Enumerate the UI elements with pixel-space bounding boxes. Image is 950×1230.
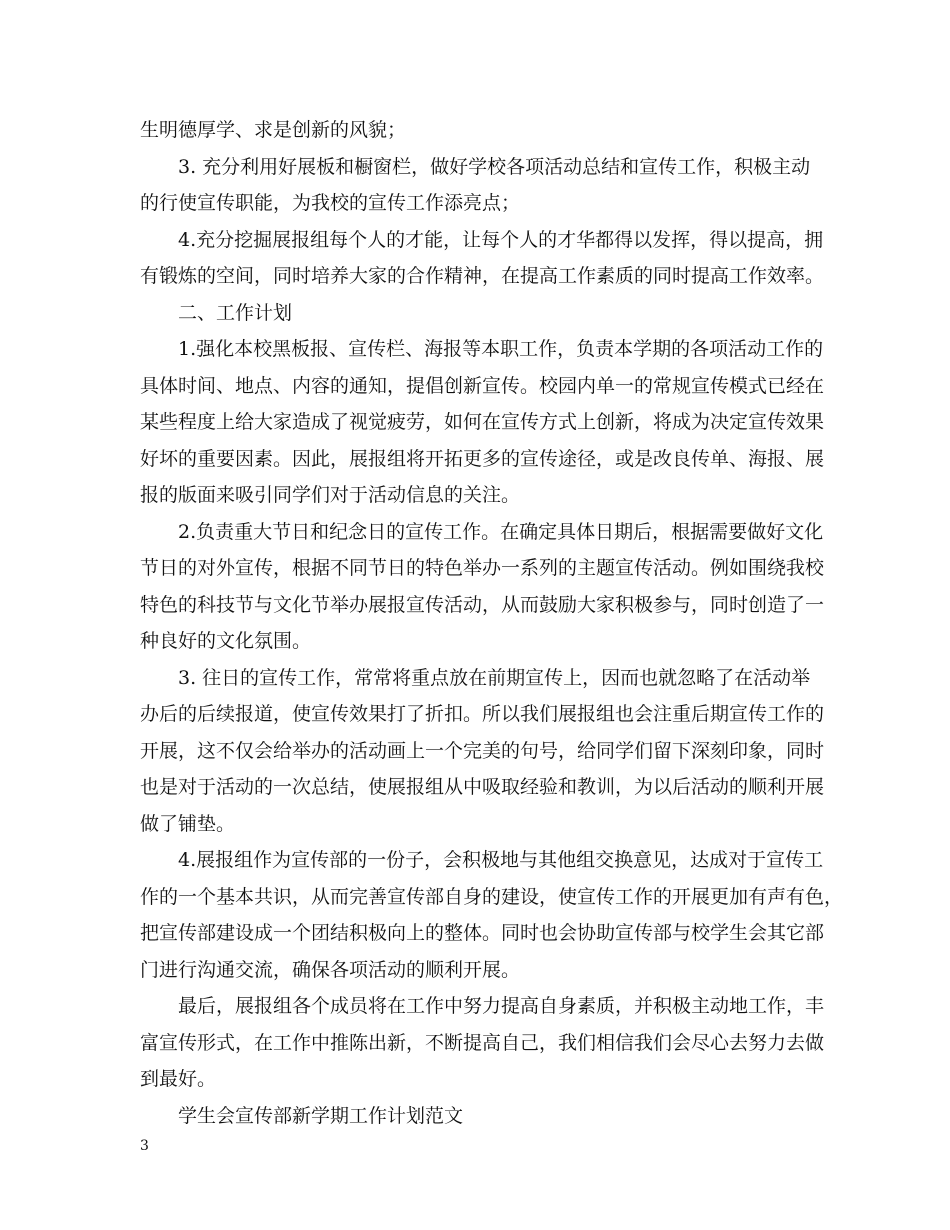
text-line: 门进行沟通交流，确保各项活动的顺利开展。 [140, 958, 521, 981]
text-line: 学生会宣传部新学期工作计划范文 [178, 1104, 464, 1127]
text-line: 3. 充分利用好展板和橱窗栏，做好学校各项活动总结和宣传工作，积极主动 [178, 155, 811, 178]
text-line: 4.充分挖掘展报组每个人的才能，让每个人的才华都得以发挥，得以提高，拥 [178, 228, 824, 251]
text-line: 把宣传部建设成一个团结积极向上的整体。同时也会协助宣传部与校学生会其它部 [140, 922, 825, 944]
text-line: 也是对于活动的一次总结，使展报组从中吸取经验和教训，为以后活动的顺利开展 [140, 776, 825, 798]
text-line: 最后，展报组各个成员将在工作中努力提高自身素质，并积极主动地工作，丰 [178, 995, 825, 1017]
text-line: 做了铺垫。 [140, 812, 236, 835]
text-line: 的行使宣传职能，为我校的宣传工作添亮点； [140, 192, 521, 214]
text-line: 2.负责重大节日和纪念日的宣传工作。在确定具体日期后，根据需要做好文化 [178, 520, 824, 543]
page-number: 3 [140, 1138, 149, 1154]
text-line: 富宣传形式，在工作中推陈出新，不断提高自己，我们相信我们会尽心去努力去做 [140, 1031, 825, 1054]
document-body [140, 112, 844, 1134]
text-line: 二、工作计划 [178, 301, 293, 324]
text-line: 有锻炼的空间，同时培养大家的合作精神，在提高工作素质的同时提高工作效率。 [140, 265, 825, 287]
text-line: 具体时间、地点、内容的通知，提倡创新宣传。校园内单一的常规宣传模式已经在 [140, 374, 825, 397]
text-line: 开展，这不仅会给举办的活动画上一个完美的句号，给同学们留下深刻印象，同时 [140, 739, 825, 762]
text-line: 办后的后续报道，使宣传效果打了折扣。所以我们展报组也会注重后期宣传工作的 [140, 703, 825, 725]
text-line: 某些程度上给大家造成了视觉疲劳，如何在宣传方式上创新，将成为决定宣传效果 [140, 411, 825, 433]
text-line: 生明德厚学、求是创新的风貌； [140, 119, 407, 141]
text-line: 特色的科技节与文化节举办展报宣传活动，从而鼓励大家积极参与，同时创造了一 [140, 593, 825, 616]
text-line: 报的版面来吸引同学们对于活动信息的关注。 [140, 484, 521, 506]
text-line: 好坏的重要因素。因此，展报组将开拓更多的宣传途径，或是改良传单、海报、展 [140, 447, 825, 470]
text-line: 3. 往日的宣传工作，常常将重点放在前期宣传上，因而也就忽略了在活动举 [178, 666, 811, 689]
text-line: 作的一个基本共识，从而完善宣传部自身的建设，使宣传工作的开展更加有声有色， [140, 885, 844, 908]
text-line: 种良好的文化氛围。 [140, 630, 312, 652]
text-line: 4.展报组作为宣传部的一份子，会积极地与其他组交换意见，达成对于宣传工 [178, 849, 824, 871]
text-line: 到最好。 [140, 1068, 217, 1090]
text-line: 1.强化本校黑板报、宣传栏、海报等本职工作，负责本学期的各项活动工作的 [178, 338, 824, 360]
text-line: 节日的对外宣传，根据不同节日的特色举办一系列的主题宣传活动。例如围绕我校 [140, 557, 825, 579]
